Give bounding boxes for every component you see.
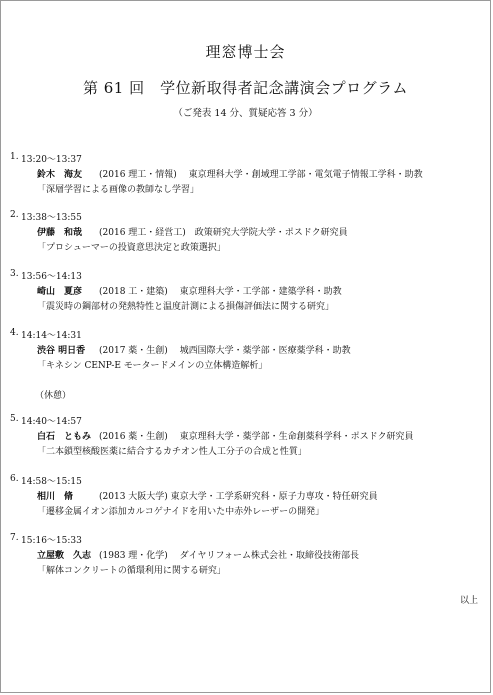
- entry-number: 5.: [10, 414, 19, 424]
- talk-title: 「震災時の鋼部材の発熱特性と温度計測による損傷評価法に関する研究」: [37, 302, 335, 312]
- talk-title: 「解体コンクリートの循環利用に関する研究」: [37, 566, 226, 576]
- entry-time: 15:16〜15:33: [21, 536, 82, 546]
- entry-time: 13:20〜13:37: [21, 155, 82, 165]
- speaker-name: 鈴木 海友: [37, 170, 83, 180]
- entry-number: 7.: [10, 533, 19, 543]
- entry-time: 13:56〜14:13: [21, 272, 82, 282]
- entry-number: 6.: [10, 474, 19, 484]
- program-title: 第 61 回 学位新取得者記念講演会プログラム: [83, 79, 408, 97]
- organization-name: 理窓博士会: [205, 43, 286, 61]
- talk-title: 「キネシン CENP-E モータードメインの立体構造解析」: [37, 361, 268, 371]
- speaker-affiliation: (2016 理工・情報) 東京理科大学・創域理工学部・電気電子情報工学科・助教: [99, 170, 423, 180]
- entry-time: 14:58〜15:15: [21, 477, 82, 487]
- entry-time: 13:38〜13:55: [21, 213, 82, 223]
- talk-title: 「遷移金属イオン添加カルコゲナイドを用いた中赤外レーザーの開発」: [37, 507, 325, 517]
- entry-time: 14:40〜14:57: [21, 417, 82, 427]
- speaker-name: 立屋敷 久志: [37, 551, 92, 561]
- time-allocation-note: （ご発表 14 分、質疑応答 3 分）: [173, 108, 318, 119]
- speaker-affiliation: (1983 理・化学) ダイヤリフォーム株式会社・取締役技術部長: [99, 551, 360, 561]
- entry-number: 3.: [10, 269, 19, 279]
- speaker-name: 渋谷 明日香: [37, 346, 86, 356]
- closing-mark: 以上: [459, 596, 478, 606]
- entry-number: 1.: [10, 152, 19, 162]
- break-label: （休憩）: [35, 391, 72, 401]
- speaker-name: 相川 脩: [37, 492, 74, 502]
- entry-time: 14:14〜14:31: [21, 331, 82, 341]
- speaker-affiliation: (2013 大阪大学) 東京大学・工学系研究科・原子力専攻・特任研究員: [99, 492, 378, 502]
- talk-title: 「二本鎖型核酸医薬に結合するカチオン性人工分子の合成と性質」: [37, 447, 307, 457]
- speaker-name: 崎山 夏彦: [37, 287, 83, 297]
- speaker-affiliation: (2016 理工・経営工) 政策研究大学院大学・ポスドク研究員: [99, 228, 348, 238]
- speaker-affiliation: (2018 工・建築) 東京理科大学・工学部・建築学科・助教: [99, 287, 342, 297]
- entry-number: 2.: [10, 210, 19, 220]
- talk-title: 「深層学習による画像の教師なし学習」: [37, 185, 200, 195]
- speaker-name: 白石 ともみ: [37, 432, 92, 442]
- talk-title: 「プロシューマーの投資意思決定と政策選択」: [37, 243, 226, 253]
- speaker-affiliation: (2016 薬・生創) 東京理科大学・薬学部・生命創薬科学科・ポスドク研究員: [99, 432, 414, 442]
- entry-number: 4.: [10, 328, 19, 338]
- speaker-affiliation: (2017 薬・生創) 城西国際大学・薬学部・医療薬学科・助教: [99, 346, 351, 356]
- speaker-name: 伊藤 和哉: [37, 228, 83, 238]
